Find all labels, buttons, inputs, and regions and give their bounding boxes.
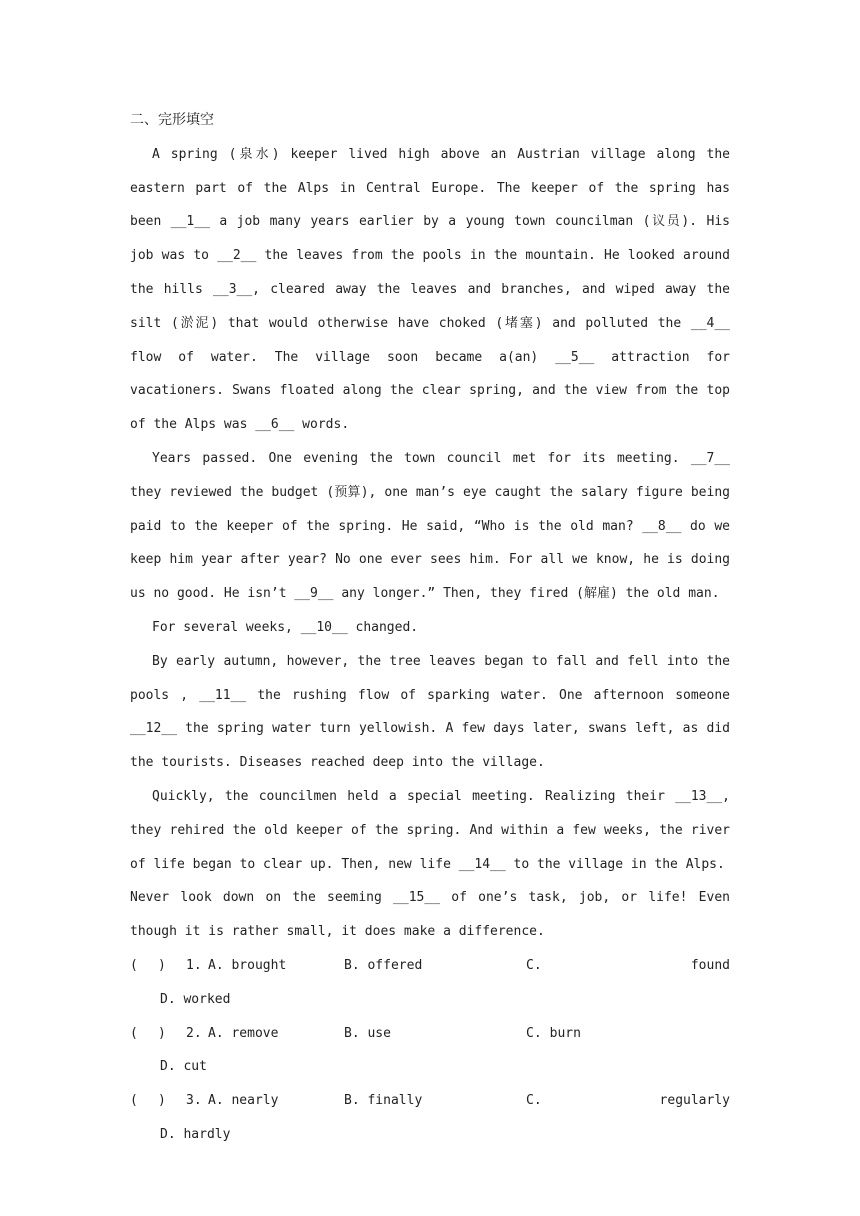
option-c [526, 949, 730, 983]
answer-paren-open: ( [130, 1025, 138, 1041]
question-2 [130, 1017, 730, 1085]
question-3 [130, 1084, 730, 1152]
question-number: 1. [186, 957, 202, 973]
question-number: 2. [186, 1025, 202, 1041]
question-number: 3. [186, 1093, 202, 1109]
answer-paren-close: ) [158, 957, 166, 973]
option-b: B. finally [344, 1093, 423, 1109]
option-b: B. use [344, 1025, 391, 1041]
question-row [130, 1084, 730, 1118]
answer-paren-close: ) [158, 1025, 166, 1041]
option-c-word: regularly [659, 1093, 730, 1109]
option-c-letter: C. [526, 957, 542, 973]
passage-paragraph-2: Years passed. One evening the town council met for its meeting. __7__ they reviewed the budget (预算), one man’s eye caught the salary figure being paid to the keeper of the spring. He said, “Who is the old man? __8__ do we keep him year after year? No one ever sees him. For all we know, he is doing us no good. He isn’t __9__ any longer.” Then, they fired (解雇) the old man. [130, 450, 730, 602]
question-row [130, 949, 730, 983]
option-d: D. hardly [160, 1126, 231, 1142]
option-a: A. remove [208, 1025, 279, 1041]
answer-paren-open: ( [130, 957, 138, 973]
option-c-letter: C. [526, 1093, 542, 1109]
question-1 [130, 949, 730, 1017]
passage-paragraph-4: By early autumn, however, the tree leaves began to fall and fell into the pools , __11__ the rushing flow of sparking water. One afternoon someone __12__ the spring water turn yellowish. A few days later, swans left, as did the tourists. Diseases reached deep into the village. [130, 653, 730, 771]
cloze-section [130, 104, 730, 1152]
option-b: B. offered [344, 957, 423, 973]
option-d: D. worked [160, 991, 231, 1007]
option-a: A. nearly [208, 1093, 279, 1109]
option-c-word: found [690, 957, 730, 973]
passage-closing: Never look down on the seeming __15__ of one’s task, job, or life! Even though it is rather small, it does make a difference. [130, 890, 730, 940]
passage-paragraph-5: Quickly, the councilmen held a special meeting. Realizing their __13__, they rehired the old keeper of the spring. And within a few weeks, the river of life began to clear up. Then, new life __14__ to the village in the Alps. [130, 788, 730, 872]
option-d: D. cut [160, 1059, 207, 1075]
passage-paragraph-1: A spring (泉水) keeper lived high above an Austrian village along the eastern part of the Alps in Central Europe. The keeper of the spring has been __1__ a job many years earlier by a young town councilman (议员). His job was to __2__ the leaves from the pools in the mountain. He looked around the hills __3__, cleared away the leaves and branches, and wiped away the silt (淤泥) that would otherwise have choked (堵塞) and polluted the __4__ flow of water. The village soon became a(an) __5__ attraction for vacationers. Swans floated along the clear spring, and the view from the top of the Alps was __6__ words. [130, 146, 730, 433]
option-c-letter: C. [526, 1025, 542, 1041]
passage-paragraph-3: For several weeks, __10__ changed. [152, 619, 419, 635]
option-c [526, 1084, 730, 1118]
question-row [130, 1017, 730, 1051]
option-c-word: burn [549, 1025, 581, 1041]
option-c [526, 1017, 730, 1051]
section-heading: 二、完形填空 [130, 112, 214, 128]
answer-paren-close: ) [158, 1093, 166, 1109]
answer-paren-open: ( [130, 1093, 138, 1109]
option-a: A. brought [208, 957, 287, 973]
